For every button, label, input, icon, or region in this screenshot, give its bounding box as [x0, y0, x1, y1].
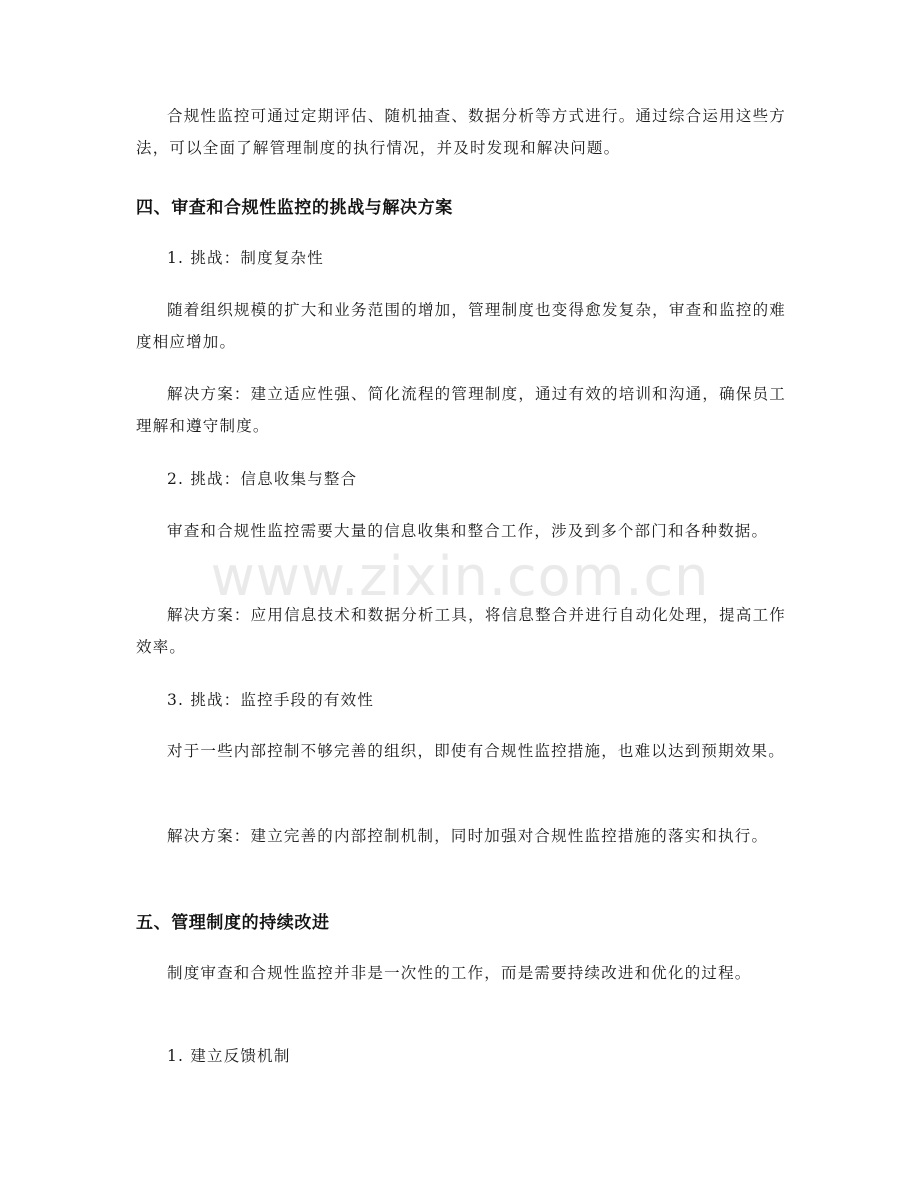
challenge-1-description: 随着组织规模的扩大和业务范围的增加，管理制度也变得愈发复杂，审查和监控的难度相应增加。	[136, 301, 786, 351]
challenge-1-title: 1. 挑战：制度复杂性	[167, 249, 324, 267]
challenge-3-description: 对于一些内部控制不够完善的组织，即使有合规性监控措施，也难以达到预期效果。	[167, 742, 785, 760]
paragraph-monitoring-methods: 合规性监控可通过定期评估、随机抽查、数据分析等方式进行。通过综合运用这些方法，可以全面了解管理制度的执行情况，并及时发现和解决问题。	[136, 107, 786, 157]
paragraph-continuous-improvement: 制度审查和合规性监控并非是一次性的工作，而是需要持续改进和优化的过程。	[167, 964, 752, 982]
challenge-3-solution: 解决方案：建立完善的内部控制机制，同时加强对合规性监控措施的落实和执行。	[167, 827, 769, 845]
section-heading-challenges: 四、审查和合规性监控的挑战与解决方案	[136, 198, 453, 218]
challenge-2-title: 2. 挑战：信息收集与整合	[167, 470, 358, 488]
challenge-3-title: 3. 挑战：监控手段的有效性	[167, 691, 375, 709]
challenge-1-solution: 解决方案：建立适应性强、简化流程的管理制度，通过有效的培训和沟通，确保员工理解和遵守制度。	[136, 385, 786, 435]
feedback-mechanism-item: 1. 建立反馈机制	[167, 1047, 291, 1065]
section-heading-continuous-improvement: 五、管理制度的持续改进	[136, 913, 330, 933]
challenge-2-solution: 解决方案：应用信息技术和数据分析工具，将信息整合并进行自动化处理，提高工作效率。	[136, 606, 786, 656]
challenge-2-description: 审查和合规性监控需要大量的信息收集和整合工作，涉及到多个部门和各种数据。	[167, 522, 769, 540]
watermark: www.zixin.com.cn	[210, 545, 710, 608]
